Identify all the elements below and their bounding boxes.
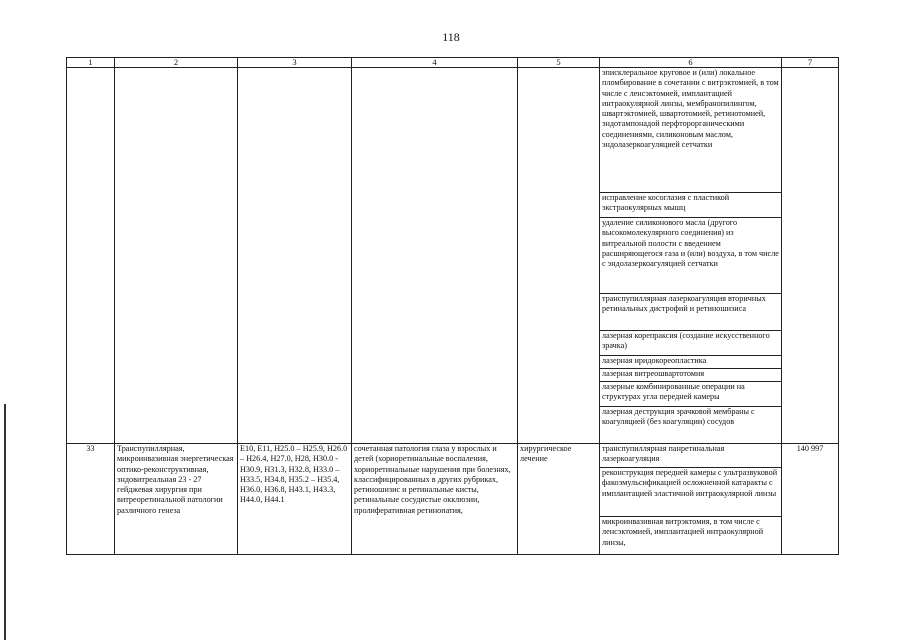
table-row <box>67 444 839 555</box>
column-header-row <box>67 58 839 68</box>
method-item: транспупиллярная лазеркоагуляция вторичных ретинальных дистрофий и ретиношизиса <box>600 294 781 331</box>
medical-care-table <box>66 57 839 555</box>
method-item: лазерная витреошвартотомия <box>600 369 781 382</box>
method-item: лазерная деструкция зрачковой мембраны с коагуляцией (без коагуляции) сосудов <box>602 407 755 427</box>
method-item: микроинвазивная витрэктомия, в том числе с ленсэктомией, имплантацией интраокулярной линзы, <box>602 517 764 547</box>
method-item: лазерная иридокореопластика <box>600 356 781 369</box>
column-header: 2 <box>115 58 238 68</box>
method-item: эписклеральное круговое и (или) локальное пломбирование в сочетании с витрэктомией, в том числе с ленсэктомией, имплантацией интраокулярной линзы, мембранопилингом, швартэктомией, швартотомией, ретинотомией, эндотампонадой перфторорганическими соединениями, силиконовым маслом, эндолазеркоагуляцией сетчатки <box>600 68 781 193</box>
methods-cell <box>600 444 782 555</box>
method-item: транспупиллярная панретинальная лазеркоагуляция <box>600 444 781 468</box>
method-item: лазерная корепраксия (создание искусственного зрачка) <box>600 331 781 356</box>
icd-codes: Е10, Е11, Н25.0 – Н25.9, Н26.0 – Н26.4, Н27.0, Н28, Н30.0 - Н30.9, Н31.3, Н32.8, Н33.0 – Н33.5, Н34.8, Н35.2 – Н35.4, Н36.0, Н36.8, Н43.1, Н43.3, Н44.0, Н44.1 <box>238 444 352 555</box>
scan-edge-mark <box>4 404 6 640</box>
method-item: исправление косоглазия с пластикой экстраокулярных мышц <box>600 193 781 218</box>
empty-cell <box>67 68 115 444</box>
methods-cell <box>600 68 782 444</box>
column-header: 6 <box>600 58 782 68</box>
empty-cell <box>782 68 839 444</box>
column-header: 7 <box>782 58 839 68</box>
patient-model: сочетанная патология глаза у взрослых и детей (хориоретинальные воспаления, хориоретинальные нарушения при болезнях, классифицированных в других рубриках, ретиношизис и ретинальные кисты, ретинальные сосудистые окклюзии, пролиферативная ретинопатия, <box>352 444 518 555</box>
column-header: 5 <box>518 58 600 68</box>
cost-value: 140 997 <box>782 444 839 555</box>
empty-cell <box>238 68 352 444</box>
empty-cell <box>518 68 600 444</box>
empty-cell <box>115 68 238 444</box>
row-number: 33 <box>67 444 115 555</box>
care-type-name: Транспупиллярная, микроинвазивная энергетическая оптико-реконструктивная, эндовитреальная 23 - 27 гейджевая хирургия при витреоретинальной патологии различного генеза <box>115 444 238 555</box>
column-header: 3 <box>238 58 352 68</box>
page-number: 118 <box>442 30 460 44</box>
empty-cell <box>352 68 518 444</box>
column-header: 1 <box>67 58 115 68</box>
method-item: реконструкция передней камеры с ультразвуковой факоэмульсификацией осложненной катаракты с имплантацией эластичной интраокулярной линзы <box>600 468 781 517</box>
method-item: лазерные комбинированные операции на структурах угла передней камеры <box>600 382 781 407</box>
treatment-type: хирургическое лечение <box>518 444 600 555</box>
column-header: 4 <box>352 58 518 68</box>
continuation-row <box>67 68 839 444</box>
method-item: удаление силиконового масла (другого высокомолекулярного соединения) из витреальной полости с введением расширяющегося газа и (или) воздуха, в том числе с эндолазеркоагуляцией сетчатки <box>600 218 781 294</box>
